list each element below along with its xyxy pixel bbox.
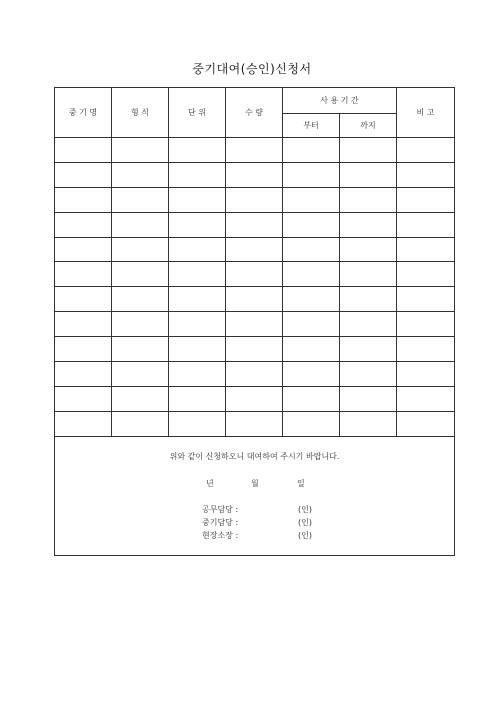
entry-cell	[112, 187, 169, 212]
entry-cell	[340, 212, 397, 237]
header-from: 부터	[283, 114, 340, 138]
request-statement: 위와 같이 신청하오니 대여하여 주시기 바랍니다.	[169, 451, 340, 461]
header-quantity: 수 량	[226, 88, 283, 138]
entry-cell	[397, 237, 455, 262]
entry-cell	[55, 187, 112, 212]
entry-cell	[112, 386, 169, 411]
entry-cell	[226, 187, 283, 212]
entry-cell	[397, 411, 455, 436]
seal-mark: (인)	[298, 517, 312, 527]
table-row	[55, 337, 455, 362]
header-type: 형 식	[112, 88, 169, 138]
entry-cell	[226, 337, 283, 362]
entry-cell	[112, 262, 169, 287]
entry-cell	[397, 138, 455, 163]
entry-cell	[283, 237, 340, 262]
signature-label: 중기담당 :	[202, 517, 239, 527]
table-row	[55, 138, 455, 163]
entry-cell	[397, 337, 455, 362]
entry-cell	[283, 411, 340, 436]
signature-row-public-works	[55, 504, 454, 516]
entry-cell	[169, 187, 226, 212]
entry-cell	[283, 386, 340, 411]
entry-cell	[112, 362, 169, 387]
entry-cell	[283, 362, 340, 387]
header-equipment-name: 중 기 명	[55, 88, 112, 138]
entry-cell	[55, 262, 112, 287]
entry-cell	[55, 362, 112, 387]
table-row	[55, 262, 455, 287]
table-row	[55, 312, 455, 337]
entry-cell	[55, 212, 112, 237]
entry-cell	[55, 312, 112, 337]
entry-cell	[397, 262, 455, 287]
entry-cell	[340, 411, 397, 436]
entry-cell	[226, 386, 283, 411]
entry-cell	[226, 411, 283, 436]
year-label: 년	[206, 478, 214, 488]
signature-row-equipment	[55, 517, 454, 529]
entry-cell	[397, 212, 455, 237]
table-row	[55, 162, 455, 187]
entry-cell	[169, 411, 226, 436]
entry-cell	[397, 362, 455, 387]
entry-cell	[169, 362, 226, 387]
entry-cell	[226, 212, 283, 237]
entry-cell	[340, 237, 397, 262]
entry-cell	[112, 162, 169, 187]
entry-cell	[112, 212, 169, 237]
entry-cell	[283, 337, 340, 362]
entry-cell	[340, 187, 397, 212]
entry-cell	[226, 162, 283, 187]
entry-cell	[112, 411, 169, 436]
entry-cell	[397, 162, 455, 187]
entry-cell	[55, 386, 112, 411]
entry-cell	[169, 337, 226, 362]
page-title: 중기대여(승인)신청서	[192, 62, 312, 76]
entry-cell	[112, 337, 169, 362]
header-unit: 단 위	[169, 88, 226, 138]
signature-row-site-manager	[55, 530, 454, 542]
entry-cell	[283, 262, 340, 287]
entry-cell	[397, 287, 455, 312]
entry-cell	[55, 411, 112, 436]
header-usage-period: 사 용 기 간	[283, 88, 397, 114]
footer-row	[55, 436, 455, 555]
date-row	[55, 478, 454, 490]
entry-cell	[340, 337, 397, 362]
entry-cell	[169, 138, 226, 163]
footer-cell	[55, 436, 455, 555]
entry-cell	[397, 386, 455, 411]
entry-cell	[340, 312, 397, 337]
signature-label: 현장소장 :	[202, 530, 239, 540]
entry-cell	[226, 237, 283, 262]
entry-cell	[340, 162, 397, 187]
entry-cell	[340, 138, 397, 163]
entry-cell	[226, 287, 283, 312]
entry-cell	[283, 162, 340, 187]
table-row	[55, 411, 455, 436]
table-row	[55, 287, 455, 312]
table-row	[55, 212, 455, 237]
entry-cell	[226, 262, 283, 287]
table-row	[55, 386, 455, 411]
entry-cell	[55, 237, 112, 262]
entry-cell	[226, 138, 283, 163]
entry-cell	[283, 187, 340, 212]
header-row-top	[55, 88, 455, 114]
entry-cell	[283, 312, 340, 337]
entry-cell	[397, 312, 455, 337]
signature-block	[55, 437, 454, 555]
entry-cell	[55, 337, 112, 362]
table-row	[55, 237, 455, 262]
seal-mark: (인)	[298, 530, 312, 540]
entry-cell	[112, 138, 169, 163]
entry-cell	[283, 138, 340, 163]
entry-cell	[112, 312, 169, 337]
entry-cell	[169, 312, 226, 337]
entry-cell	[169, 162, 226, 187]
entry-cell	[283, 287, 340, 312]
entry-cell	[55, 138, 112, 163]
seal-mark: (인)	[298, 504, 312, 514]
table-row	[55, 362, 455, 387]
month-label: 월	[251, 478, 259, 488]
application-table	[54, 87, 455, 556]
entry-cell	[169, 287, 226, 312]
day-label: 일	[297, 478, 305, 488]
entry-cell	[169, 212, 226, 237]
table-row	[55, 187, 455, 212]
entry-cell	[226, 312, 283, 337]
entry-cell	[169, 262, 226, 287]
entry-cell	[226, 362, 283, 387]
header-remarks: 비 고	[397, 88, 455, 138]
entry-cell	[283, 212, 340, 237]
signature-label: 공무담당 :	[202, 504, 239, 514]
entry-cell	[340, 386, 397, 411]
entry-cell	[340, 287, 397, 312]
entry-cell	[397, 187, 455, 212]
entry-cell	[55, 287, 112, 312]
entry-cell	[169, 237, 226, 262]
header-to: 까지	[340, 114, 397, 138]
entry-cell	[340, 262, 397, 287]
entry-cell	[169, 386, 226, 411]
entry-cell	[340, 362, 397, 387]
entry-cell	[112, 287, 169, 312]
entry-cell	[112, 237, 169, 262]
entry-cell	[55, 162, 112, 187]
